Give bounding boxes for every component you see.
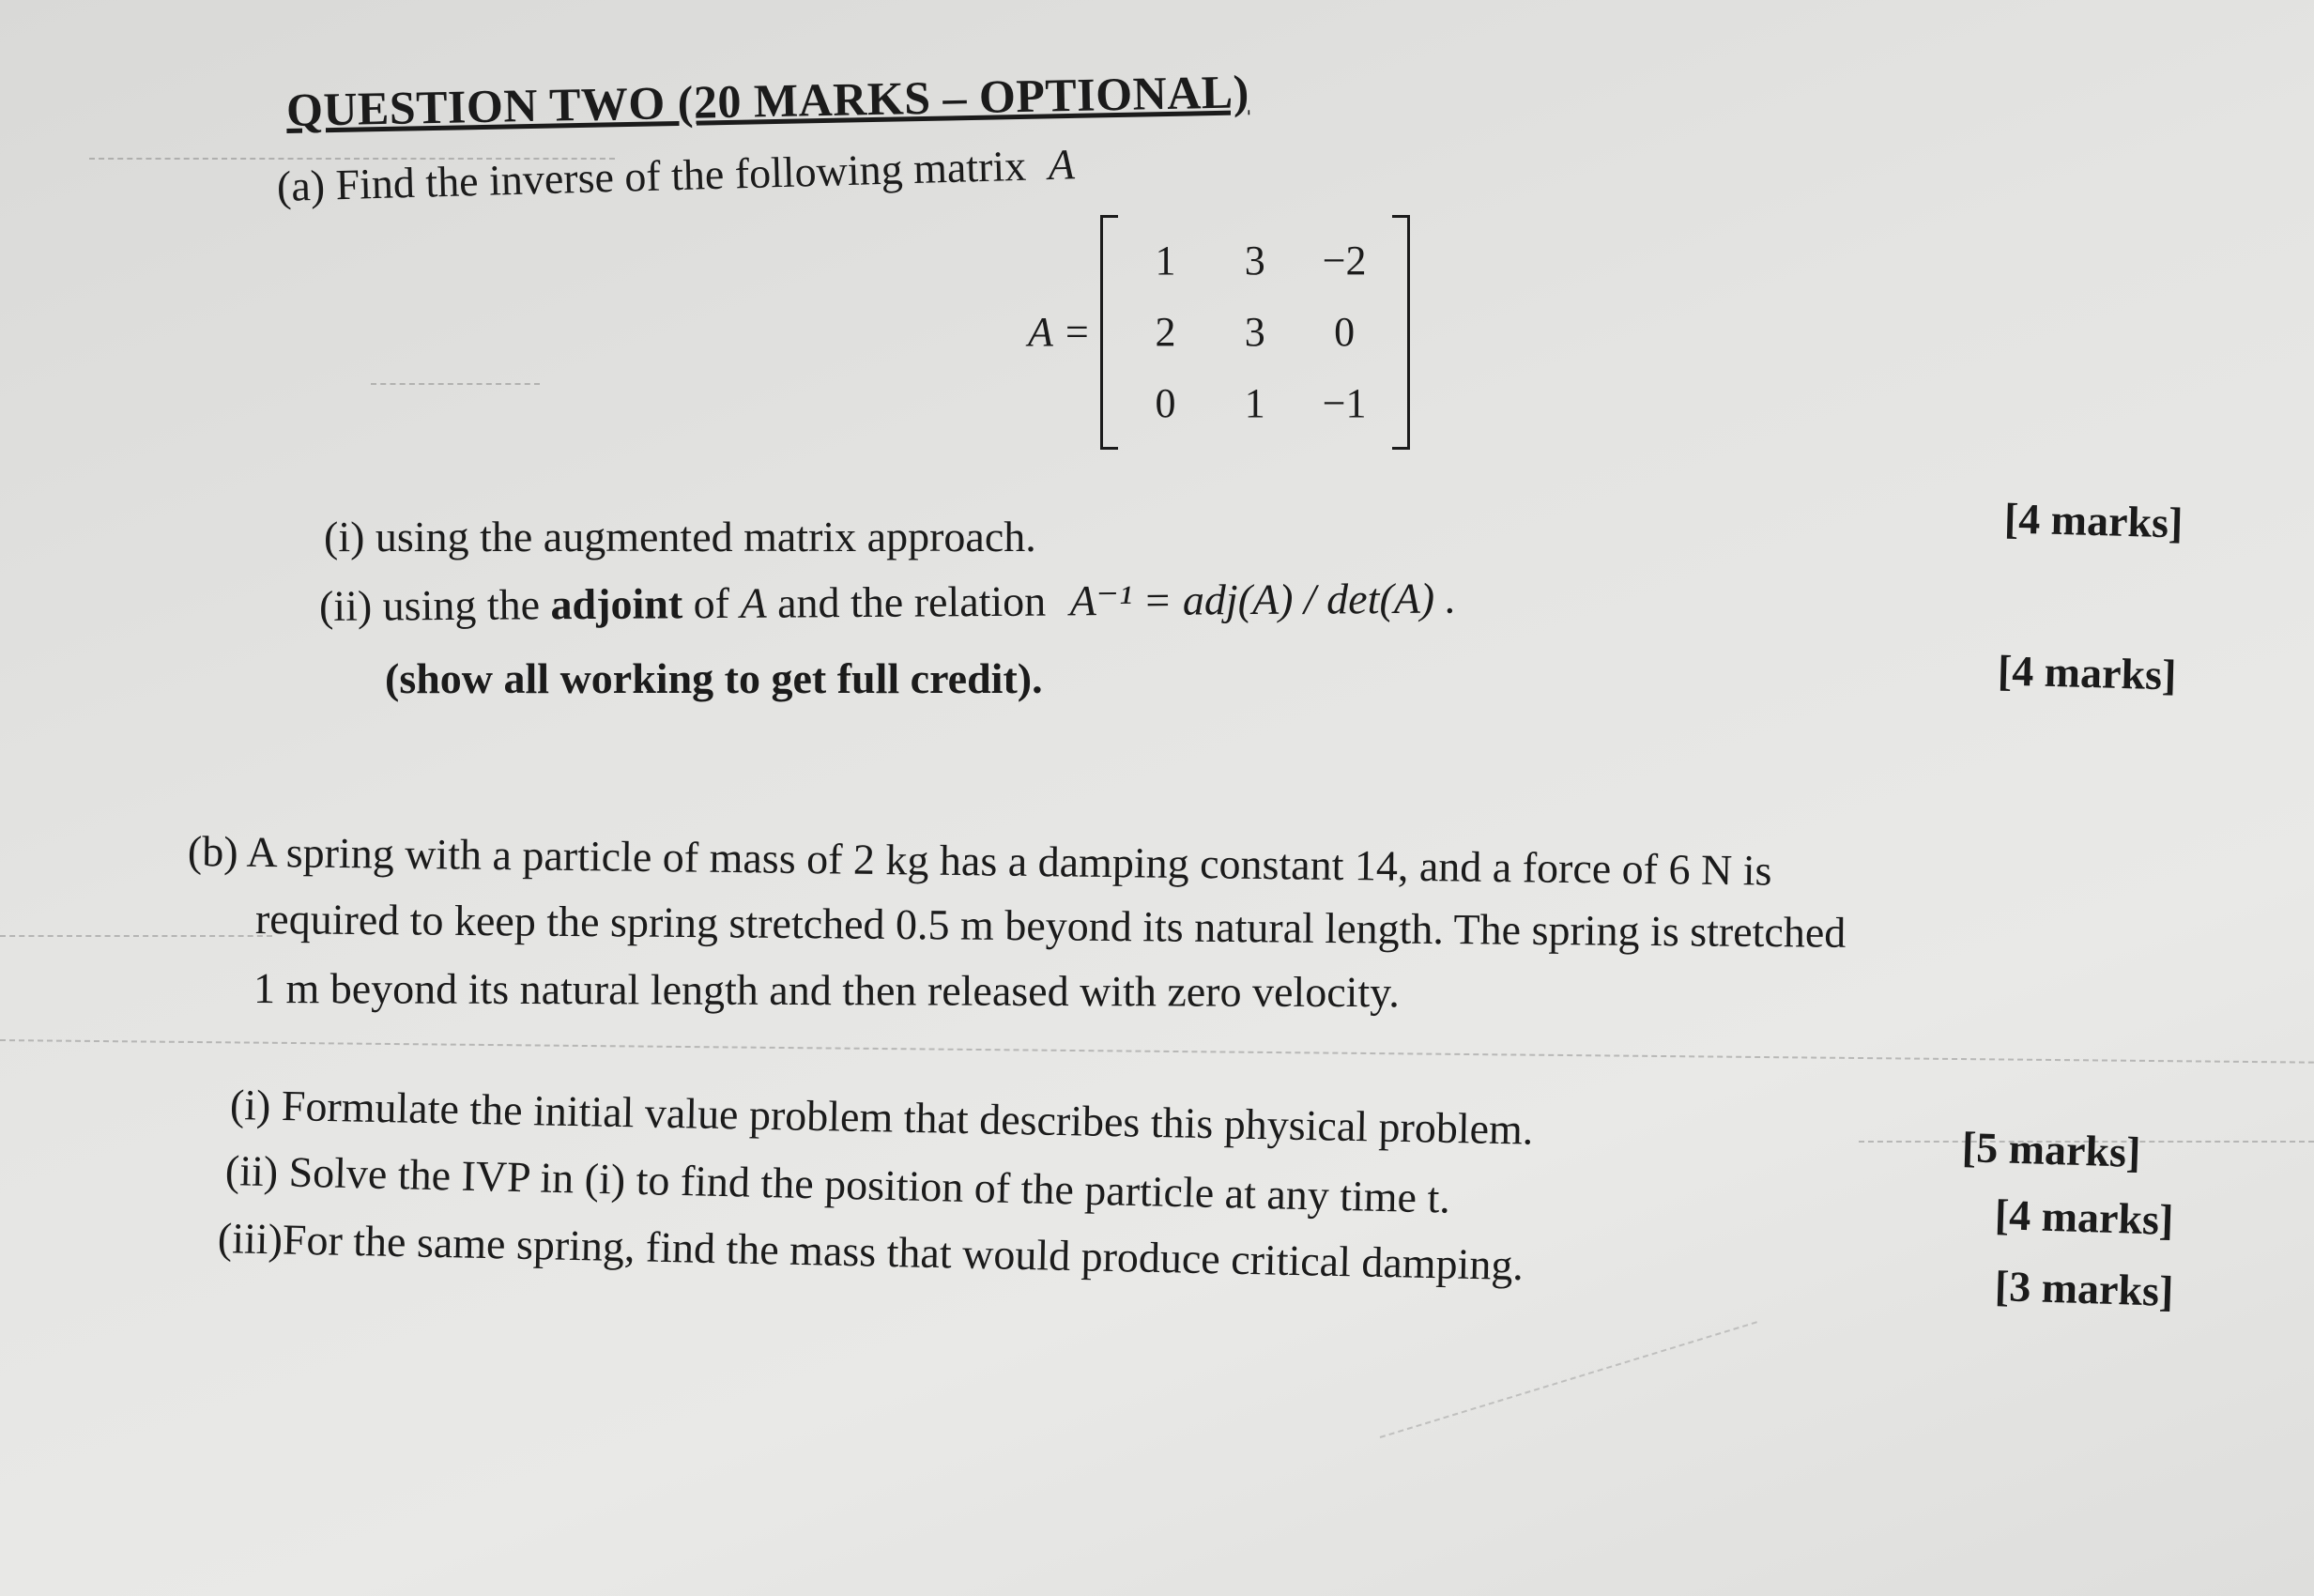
part-b-ii-marks: [4 marks] — [1994, 1190, 2175, 1244]
bleed-line — [0, 1039, 2314, 1064]
part-b-ii: (ii) Solve the IVP in (i) to find the position of the particle at any time t. — [224, 1146, 1451, 1222]
matrix-cell: −2 — [1322, 237, 1367, 284]
part-a-ii-formula: A⁻¹ = adj(A) / det(A) . — [1069, 574, 1457, 625]
part-a-ii-of: of — [693, 578, 730, 628]
matrix-label: A = — [1028, 308, 1091, 355]
matrix-cell: 1 — [1155, 237, 1176, 284]
part-b-iii-marks: [3 marks] — [1994, 1262, 2175, 1315]
part-b-line-3: 1 m beyond its natural length and then released with zero velocity. — [253, 964, 1400, 1017]
part-b-i-marks: [5 marks] — [1961, 1123, 2142, 1176]
matrix-cell: 2 — [1155, 308, 1176, 355]
part-b-i: (i) Formulate the initial value problem that describes this physical problem. — [229, 1081, 1534, 1154]
part-a-ii-marks: [4 marks] — [1997, 646, 2177, 699]
part-a-ii — [319, 573, 1457, 631]
part-a-show-work: (show all working to get full credit). — [385, 654, 1043, 702]
part-b-line-1: (b) A spring with a particle of mass of 2 kg has a damping constant 14, and a force of 6 N is — [187, 827, 1772, 895]
matrix-cell: −1 — [1322, 379, 1367, 426]
bleed-line — [371, 383, 540, 385]
matrix-a — [1028, 214, 1410, 449]
part-a-i-marks: [4 marks] — [2003, 494, 2184, 547]
part-a-ii-prefix: (ii) using the — [318, 580, 541, 630]
part-a-ii-rest: and the relation — [776, 576, 1047, 627]
part-a-ii-var: A — [740, 578, 767, 627]
part-a-ii-adjoint: adjoint — [550, 579, 683, 629]
matrix-cell: 0 — [1155, 379, 1176, 426]
part-b-line-2: required to keep the spring stretched 0.5 m beyond its natural length. The spring is stretched — [254, 895, 1847, 957]
part-a-intro-text: (a) Find the inverse of the following matrix — [276, 141, 1027, 210]
pencil-mark — [1380, 1321, 1757, 1438]
matrix-grid — [1121, 224, 1389, 438]
matrix-right-bracket — [1392, 215, 1410, 450]
matrix-cell: 3 — [1244, 237, 1265, 284]
question-heading: QUESTION TWO (20 MARKS – OPTIONAL) — [285, 65, 1250, 136]
bleed-line — [0, 935, 272, 937]
matrix-cell: 3 — [1244, 308, 1265, 355]
part-b-iii: (iii)For the same spring, find the mass that would produce critical damping. — [217, 1214, 1525, 1290]
matrix-body — [1100, 215, 1410, 448]
matrix-left-bracket — [1100, 215, 1118, 450]
matrix-cell: 0 — [1334, 308, 1356, 355]
part-a-i: (i) using the augmented matrix approach. — [324, 513, 1036, 560]
part-a-intro — [276, 139, 1075, 211]
part-a-intro-var: A — [1047, 140, 1076, 190]
matrix-cell: 1 — [1244, 379, 1265, 426]
